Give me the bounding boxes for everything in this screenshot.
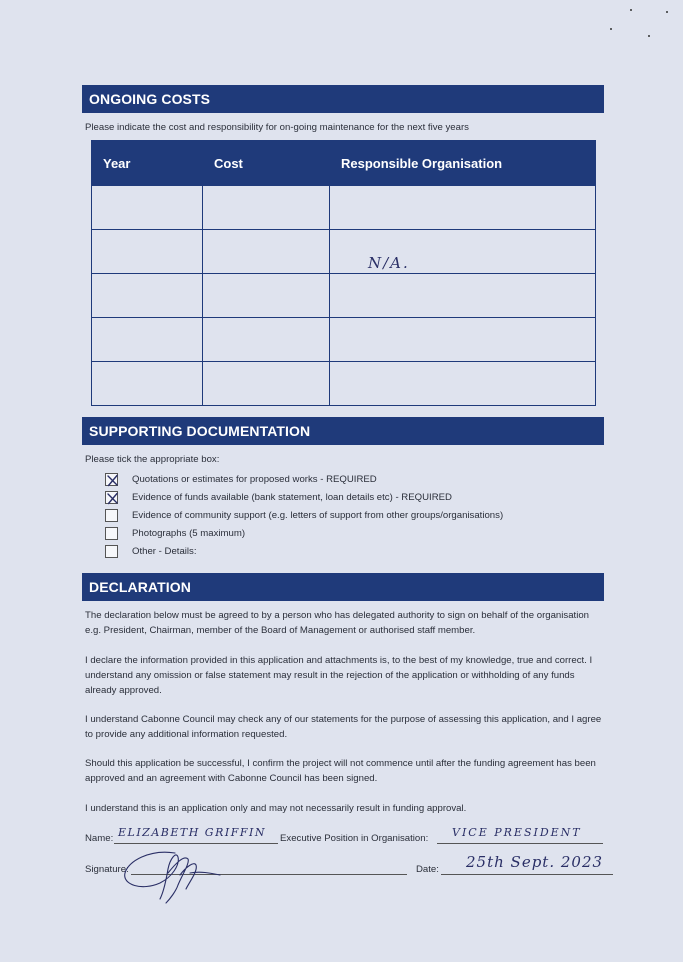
checkbox-row-quotations: [105, 471, 377, 488]
column-header-year: Year: [92, 141, 203, 186]
cell-cost[interactable]: [203, 274, 330, 318]
checkbox-evidence-of-funds[interactable]: [105, 491, 118, 504]
name-field[interactable]: ELIZABETH GRIFFIN: [118, 826, 266, 839]
cell-year[interactable]: [92, 318, 203, 362]
name-label: Name:: [85, 833, 114, 844]
check-x-icon: [106, 492, 119, 505]
declaration-heading: DECLARATION: [82, 573, 604, 601]
checkbox-label: Evidence of funds available (bank statement, loan details etc) - REQUIRED: [132, 492, 452, 503]
cell-year[interactable]: [92, 362, 203, 406]
checkbox-photographs[interactable]: [105, 527, 118, 540]
speck: [610, 28, 612, 30]
speck: [648, 35, 650, 37]
position-label: Executive Position in Organisation:: [280, 833, 429, 844]
checkbox-row-photographs: [105, 525, 245, 542]
cell-responsible-organisation[interactable]: [330, 230, 596, 274]
table-row: [92, 186, 596, 230]
declaration-paragraph-5: I understand this is an application only and may not necessarily result in funding approval.: [85, 803, 467, 814]
cell-responsible-organisation[interactable]: [330, 318, 596, 362]
table-header-row: [92, 141, 596, 186]
column-header-responsible-organisation: Responsible Organisation: [330, 141, 596, 186]
declaration-paragraph-1: The declaration below must be agreed to by a person who has delegated authority to sign on behalf of the organisation e.g. President, Chairman, member of the Board of Management or authorised staff member.: [85, 610, 590, 636]
check-x-icon: [106, 474, 119, 487]
cell-responsible-organisation[interactable]: [330, 362, 596, 406]
checkbox-label: Evidence of community support (e.g. letters of support from other groups/organisations): [132, 510, 504, 521]
supporting-documentation-instruction: Please tick the appropriate box:: [85, 454, 220, 465]
checkbox-row-evidence-of-funds: [105, 489, 452, 506]
table-row: [92, 274, 596, 318]
signature-label: Signature:: [85, 864, 129, 875]
cell-cost[interactable]: [203, 186, 330, 230]
cell-year[interactable]: [92, 230, 203, 274]
ongoing-costs-table: [91, 140, 596, 406]
position-field-line: [437, 843, 603, 844]
cell-responsible-organisation[interactable]: [330, 274, 596, 318]
date-field-line: [441, 874, 613, 875]
table-row: [92, 230, 596, 274]
checkbox-row-other: [105, 543, 197, 560]
checkbox-label: Quotations or estimates for proposed works - REQUIRED: [132, 474, 377, 485]
position-field[interactable]: VICE PRESIDENT: [452, 826, 582, 839]
cell-responsible-organisation[interactable]: [330, 186, 596, 230]
cell-cost[interactable]: [203, 230, 330, 274]
table-row: [92, 362, 596, 406]
checkbox-other[interactable]: [105, 545, 118, 558]
date-field[interactable]: 25th Sept. 2023: [466, 853, 604, 871]
column-header-cost: Cost: [203, 141, 330, 186]
speck: [666, 11, 668, 13]
cell-year[interactable]: [92, 274, 203, 318]
checkbox-row-community-support: [105, 507, 503, 524]
speck: [630, 9, 632, 11]
supporting-documentation-heading: SUPPORTING DOCUMENTATION: [82, 417, 604, 445]
declaration-paragraph-2: I declare the information provided in this application and attachments is, to the best of my knowledge, true and correct. I understand any omission or false statement may result in the rejection of the application or withholding of any funds already approved.: [85, 655, 593, 696]
ongoing-costs-heading: ONGOING COSTS: [82, 85, 604, 113]
declaration-paragraph-4: Should this application be successful, I confirm the project will not commence until after the funding agreement has been approved and an agreement with Cabonne Council has been signed.: [85, 758, 596, 784]
checkbox-quotations[interactable]: [105, 473, 118, 486]
ongoing-costs-instruction: Please indicate the cost and responsibility for on-going maintenance for the next five years: [85, 122, 469, 133]
signature-scribble[interactable]: [120, 845, 230, 905]
date-label: Date:: [416, 864, 439, 875]
checkbox-label: Other - Details:: [132, 546, 197, 557]
cell-cost[interactable]: [203, 362, 330, 406]
checkbox-community-support[interactable]: [105, 509, 118, 522]
handwritten-na: N/A.: [368, 254, 410, 272]
cell-cost[interactable]: [203, 318, 330, 362]
cell-year[interactable]: [92, 186, 203, 230]
table-row: [92, 318, 596, 362]
declaration-paragraph-3: I understand Cabonne Council may check any of our statements for the purpose of assessing this application, and I agree to provide any additional information requested.: [85, 714, 602, 740]
checkbox-label: Photographs (5 maximum): [132, 528, 246, 539]
name-field-line: [114, 843, 278, 844]
